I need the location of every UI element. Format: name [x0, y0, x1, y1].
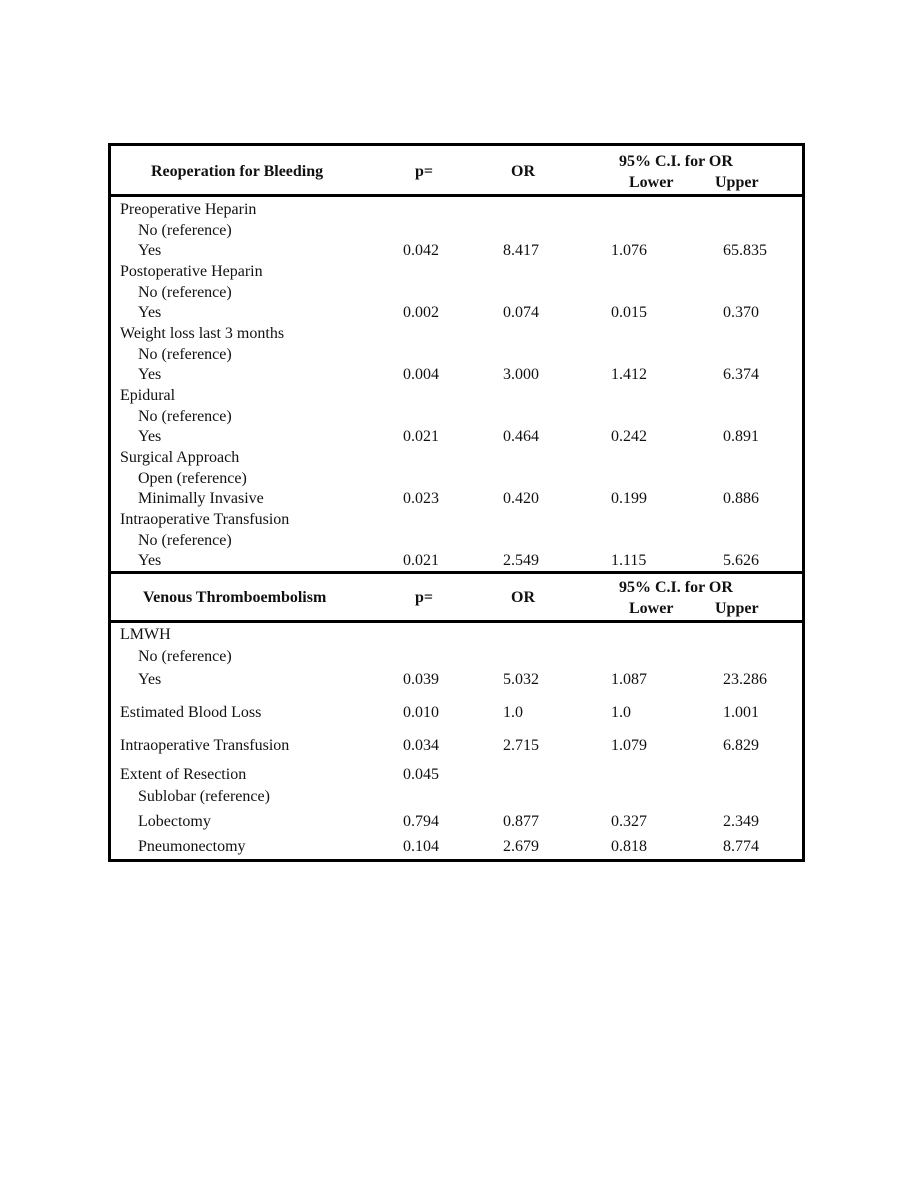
table-row — [111, 470, 802, 490]
ci-upper-header: Upper — [715, 600, 759, 617]
row-label: Yes — [138, 552, 162, 569]
odds-ratio-cell: 1.0 — [503, 704, 523, 721]
table-row — [111, 428, 802, 448]
table-row — [111, 325, 802, 345]
odds-ratio-cell: 0.074 — [503, 304, 539, 321]
p-value-cell: 0.021 — [403, 552, 439, 569]
table-row — [111, 552, 802, 572]
table-row — [111, 201, 802, 221]
ci-upper-header: Upper — [715, 174, 759, 191]
table-row — [111, 532, 802, 552]
row-label: Extent of Resection — [120, 766, 247, 783]
table-row — [111, 737, 802, 757]
ci-header: 95% C.I. for OR — [619, 153, 733, 170]
row-label: No (reference) — [138, 346, 232, 363]
ci-upper-cell: 23.286 — [723, 671, 767, 688]
table-row — [111, 838, 802, 858]
row-label: Surgical Approach — [120, 449, 240, 466]
row-label: Pneumonectomy — [138, 838, 246, 855]
odds-ratio-cell: 0.420 — [503, 490, 539, 507]
ci-lower-cell: 1.076 — [611, 242, 647, 259]
row-label: Open (reference) — [138, 470, 247, 487]
row-label: Yes — [138, 242, 162, 259]
ci-upper-cell: 8.774 — [723, 838, 759, 855]
row-label: Postoperative Heparin — [120, 263, 263, 280]
table-row — [111, 813, 802, 833]
row-label: Intraoperative Transfusion — [120, 737, 290, 754]
row-label: Weight loss last 3 months — [120, 325, 285, 342]
row-label: Yes — [138, 366, 162, 383]
ci-lower-cell: 1.412 — [611, 366, 647, 383]
table-row — [111, 304, 802, 324]
odds-ratio-cell: 0.877 — [503, 813, 539, 830]
ci-lower-cell: 0.818 — [611, 838, 647, 855]
ci-upper-cell: 2.349 — [723, 813, 759, 830]
section-header-vte — [111, 571, 802, 623]
odds-ratio-cell: 2.715 — [503, 737, 539, 754]
table-row — [111, 704, 802, 724]
row-label: Intraoperative Transfusion — [120, 511, 290, 528]
row-label: Minimally Invasive — [138, 490, 264, 507]
table-row — [111, 284, 802, 304]
ci-lower-cell: 1.115 — [611, 552, 647, 569]
row-label: Lobectomy — [138, 813, 211, 830]
row-label: Sublobar (reference) — [138, 788, 270, 805]
p-value-header: p= — [415, 589, 434, 606]
p-value-cell: 0.010 — [403, 704, 439, 721]
section-title: Reoperation for Bleeding — [151, 163, 324, 180]
section-header-reoperation — [111, 146, 802, 197]
table-row — [111, 511, 802, 531]
ci-header: 95% C.I. for OR — [619, 579, 733, 596]
row-label: Preoperative Heparin — [120, 201, 257, 218]
row-label: No (reference) — [138, 532, 232, 549]
table-row — [111, 766, 802, 786]
p-value-cell: 0.021 — [403, 428, 439, 445]
table-row — [111, 346, 802, 366]
ci-upper-cell: 65.835 — [723, 242, 767, 259]
table-row — [111, 648, 802, 668]
odds-ratio-cell: 2.549 — [503, 552, 539, 569]
ci-lower-cell: 0.199 — [611, 490, 647, 507]
row-label: No (reference) — [138, 222, 232, 239]
section-title: Venous Thromboembolism — [143, 589, 327, 606]
row-label: LMWH — [120, 626, 171, 643]
odds-ratio-header: OR — [511, 163, 535, 180]
odds-ratio-cell: 5.032 — [503, 671, 539, 688]
table-row — [111, 408, 802, 428]
p-value-cell: 0.042 — [403, 242, 439, 259]
table-row — [111, 263, 802, 283]
ci-lower-cell: 1.0 — [611, 704, 631, 721]
p-value-cell: 0.039 — [403, 671, 439, 688]
results-table — [108, 143, 805, 862]
ci-upper-cell: 1.001 — [723, 704, 759, 721]
p-value-cell: 0.034 — [403, 737, 439, 754]
table-row — [111, 242, 802, 262]
ci-lower-header: Lower — [629, 174, 674, 191]
p-value-cell: 0.045 — [403, 766, 439, 783]
odds-ratio-cell: 0.464 — [503, 428, 539, 445]
odds-ratio-cell: 2.679 — [503, 838, 539, 855]
ci-upper-cell: 0.891 — [723, 428, 759, 445]
table-row — [111, 788, 802, 808]
odds-ratio-header: OR — [511, 589, 535, 606]
ci-lower-cell: 0.327 — [611, 813, 647, 830]
ci-upper-cell: 0.886 — [723, 490, 759, 507]
row-label: No (reference) — [138, 408, 232, 425]
row-label: Yes — [138, 304, 162, 321]
p-value-cell: 0.002 — [403, 304, 439, 321]
p-value-header: p= — [415, 163, 434, 180]
row-label: No (reference) — [138, 284, 232, 301]
row-label: Yes — [138, 428, 162, 445]
ci-lower-cell: 0.242 — [611, 428, 647, 445]
table-row — [111, 490, 802, 510]
table-row — [111, 626, 802, 646]
p-value-cell: 0.794 — [403, 813, 439, 830]
p-value-cell: 0.023 — [403, 490, 439, 507]
ci-lower-header: Lower — [629, 600, 674, 617]
odds-ratio-cell: 3.000 — [503, 366, 539, 383]
ci-upper-cell: 6.829 — [723, 737, 759, 754]
row-label: No (reference) — [138, 648, 232, 665]
ci-lower-cell: 1.079 — [611, 737, 647, 754]
row-label: Yes — [138, 671, 162, 688]
table-row — [111, 222, 802, 242]
ci-lower-cell: 1.087 — [611, 671, 647, 688]
ci-upper-cell: 0.370 — [723, 304, 759, 321]
p-value-cell: 0.104 — [403, 838, 439, 855]
row-label: Estimated Blood Loss — [120, 704, 262, 721]
ci-upper-cell: 5.626 — [723, 552, 759, 569]
odds-ratio-cell: 8.417 — [503, 242, 539, 259]
ci-upper-cell: 6.374 — [723, 366, 759, 383]
table-row — [111, 449, 802, 469]
table-row — [111, 671, 802, 691]
table-row — [111, 387, 802, 407]
row-label: Epidural — [120, 387, 176, 404]
table-row — [111, 366, 802, 386]
p-value-cell: 0.004 — [403, 366, 439, 383]
ci-lower-cell: 0.015 — [611, 304, 647, 321]
